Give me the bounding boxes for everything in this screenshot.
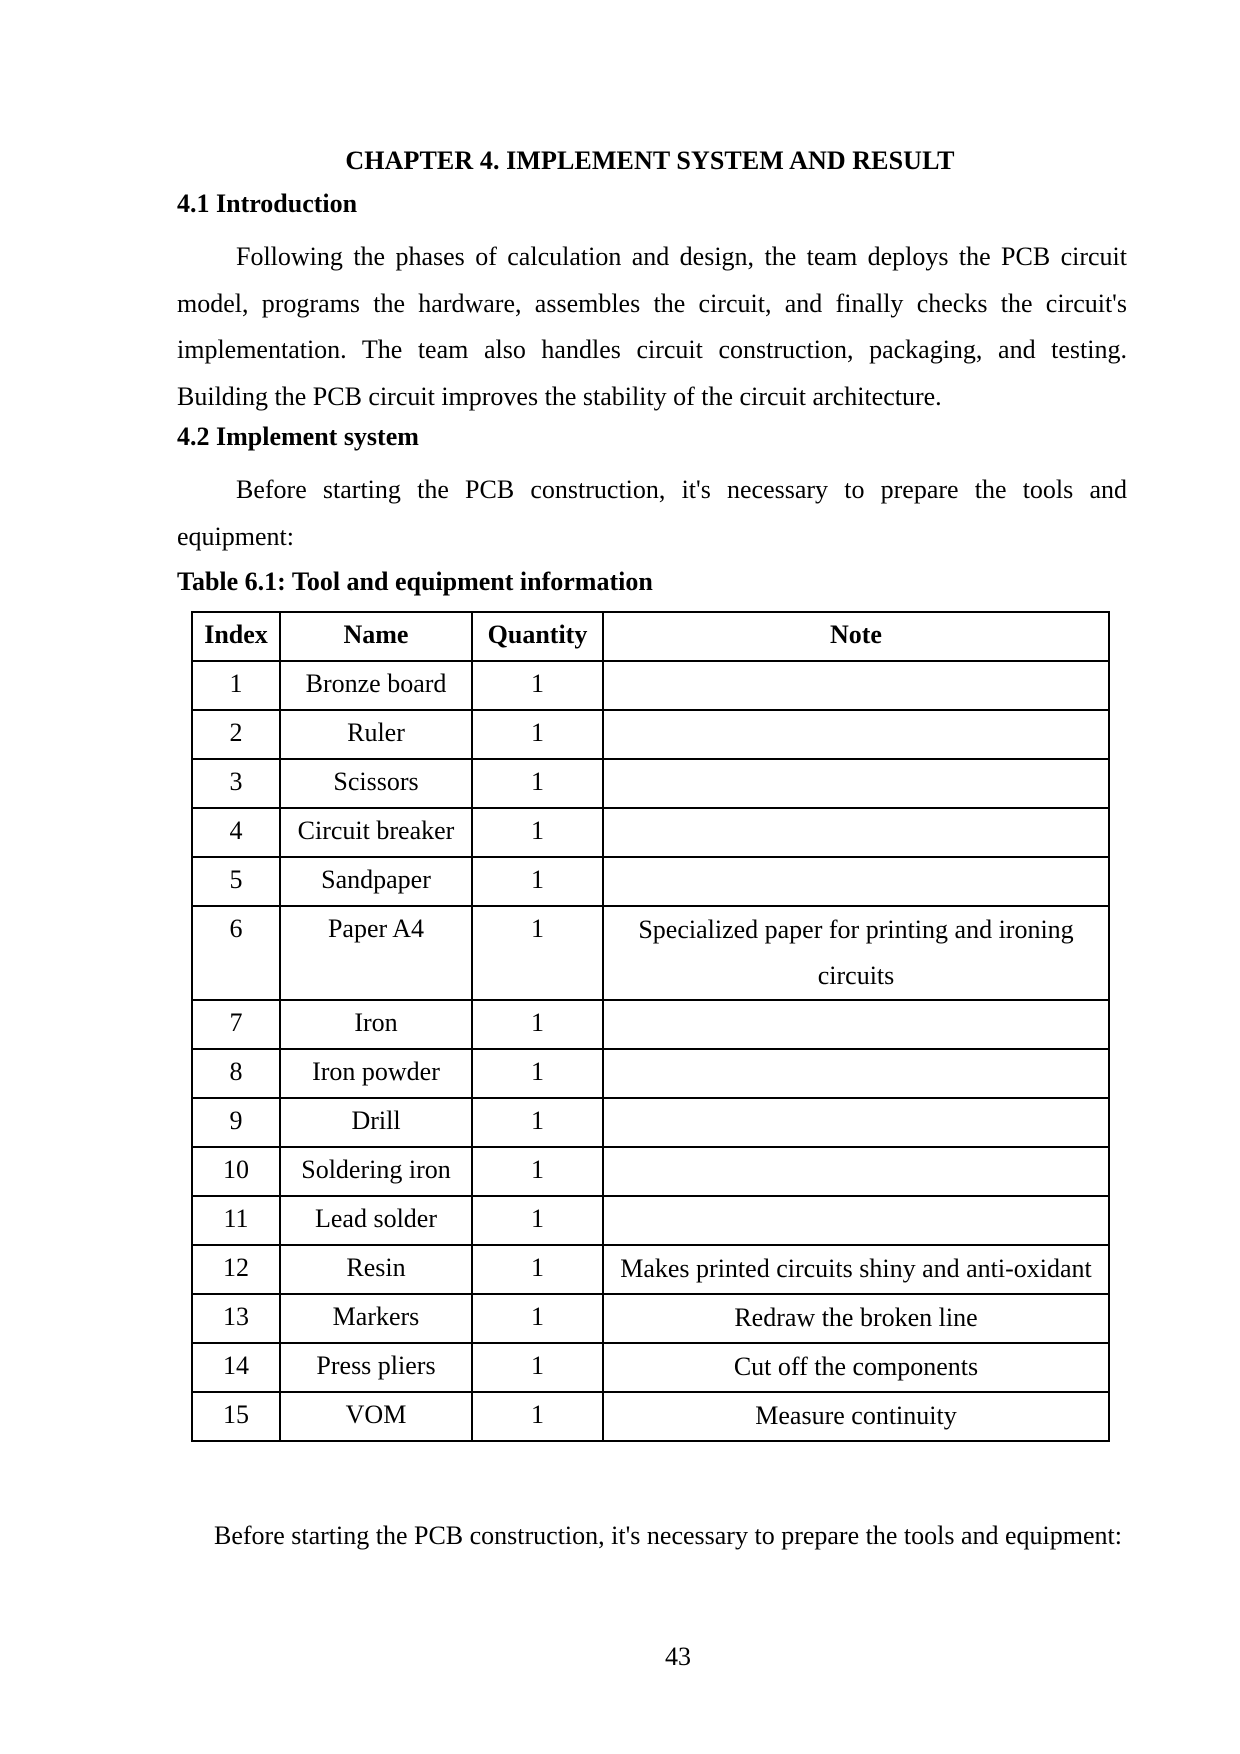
cell-name: Drill [280,1098,472,1147]
cell-note [603,1098,1109,1147]
header-index: Index [192,612,280,661]
cell-index: 6 [192,906,280,1000]
cell-name: Iron [280,1000,472,1049]
table-row [192,906,1109,1000]
cell-index: 15 [192,1392,280,1441]
table-caption: Table 6.1: Tool and equipment information [177,567,653,596]
table-row [192,1196,1109,1245]
cell-index: 4 [192,808,280,857]
table-row [192,1392,1109,1441]
cell-note [603,1000,1109,1049]
page-number: 43 [665,1642,691,1671]
chapter-title: CHAPTER 4. IMPLEMENT SYSTEM AND RESULT [345,146,955,175]
cell-index: 10 [192,1147,280,1196]
cell-quantity: 1 [472,1343,603,1392]
cell-name: VOM [280,1392,472,1441]
cell-note [603,1196,1109,1245]
cell-index: 5 [192,857,280,906]
cell-note [603,759,1109,808]
header-name: Name [280,612,472,661]
cell-index: 13 [192,1294,280,1343]
cell-index: 7 [192,1000,280,1049]
table-row [192,1343,1109,1392]
cell-name: Sandpaper [280,857,472,906]
cell-name: Markers [280,1294,472,1343]
table-row [192,661,1109,710]
cell-note [603,661,1109,710]
cell-name: Scissors [280,759,472,808]
cell-note: Cut off the components [603,1343,1109,1392]
cell-quantity: 1 [472,906,603,1000]
cell-quantity: 1 [472,759,603,808]
cell-note: Redraw the broken line [603,1294,1109,1343]
cell-name: Lead solder [280,1196,472,1245]
cell-note: Specialized paper for printing and ironing circuits [603,906,1109,1000]
cell-quantity: 1 [472,857,603,906]
cell-note [603,857,1109,906]
cell-quantity: 1 [472,1098,603,1147]
cell-quantity: 1 [472,808,603,857]
cell-quantity: 1 [472,1294,603,1343]
introduction-paragraph: Following the phases of calculation and design, the team deploys the PCB circuit model, programs the hardware, assembles the circuit, and finally checks the circuit's implementation. The team also handles circuit construction, packaging, and testing. Building the PCB circuit improves the stability of the circuit architecture. [177,242,1127,411]
closing-paragraph: Before starting the PCB construction, it's necessary to prepare the tools and equipment: [214,1521,1122,1550]
header-note: Note [603,612,1109,661]
table-header-row [192,612,1109,661]
cell-name: Circuit breaker [280,808,472,857]
cell-note [603,808,1109,857]
section-heading-implement-system: 4.2 Implement system [177,422,419,451]
cell-quantity: 1 [472,1196,603,1245]
table-row [192,1245,1109,1294]
cell-index: 1 [192,661,280,710]
cell-quantity: 1 [472,1000,603,1049]
cell-quantity: 1 [472,1147,603,1196]
cell-index: 9 [192,1098,280,1147]
cell-name: Press pliers [280,1343,472,1392]
table-row [192,857,1109,906]
table-row [192,1098,1109,1147]
cell-note: Measure continuity [603,1392,1109,1441]
table-row [192,1049,1109,1098]
cell-name: Ruler [280,710,472,759]
cell-note: Makes printed circuits shiny and anti-oxidant [603,1245,1109,1294]
cell-index: 8 [192,1049,280,1098]
cell-index: 12 [192,1245,280,1294]
cell-quantity: 1 [472,710,603,759]
cell-quantity: 1 [472,1392,603,1441]
cell-name: Resin [280,1245,472,1294]
implement-system-paragraph: Before starting the PCB construction, it's necessary to prepare the tools and equipment: [177,475,1127,551]
tool-equipment-table [191,611,1110,1442]
header-quantity: Quantity [472,612,603,661]
cell-index: 2 [192,710,280,759]
cell-note [603,1147,1109,1196]
cell-quantity: 1 [472,1049,603,1098]
cell-note [603,1049,1109,1098]
cell-name: Iron powder [280,1049,472,1098]
table-body [192,661,1109,1441]
cell-name: Soldering iron [280,1147,472,1196]
table-row [192,1147,1109,1196]
table-row [192,759,1109,808]
cell-name: Paper A4 [280,906,472,1000]
section-heading-introduction: 4.1 Introduction [177,189,358,218]
cell-name: Bronze board [280,661,472,710]
cell-index: 14 [192,1343,280,1392]
cell-quantity: 1 [472,1245,603,1294]
cell-index: 11 [192,1196,280,1245]
cell-index: 3 [192,759,280,808]
cell-quantity: 1 [472,661,603,710]
table-row [192,808,1109,857]
table-row [192,1294,1109,1343]
table-row [192,710,1109,759]
table-row [192,1000,1109,1049]
cell-note [603,710,1109,759]
